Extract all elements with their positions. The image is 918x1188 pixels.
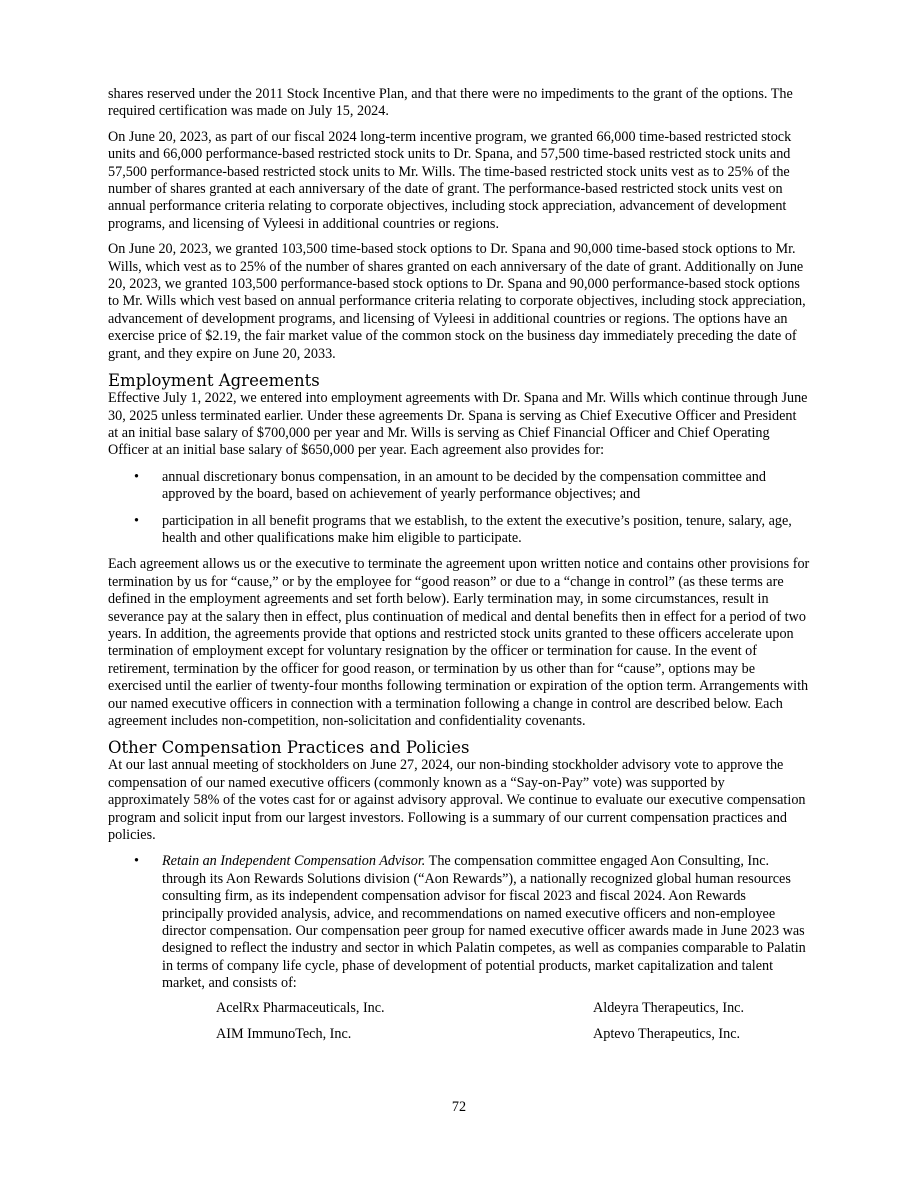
document-page (108, 86, 810, 1049)
bullet-icon: • (134, 468, 139, 485)
peer-group-row (216, 997, 810, 1023)
list-item-text: annual discretionary bonus compensation, in an amount to be decided by the compensation committee and approved by the board, based on achievement of yearly performance objectives; and (162, 468, 766, 503)
compensation-practices-list (108, 853, 810, 992)
peer-company: AcelRx Pharmaceuticals, Inc. (216, 999, 385, 1016)
peer-company: Aptevo Therapeutics, Inc. (593, 1025, 741, 1042)
heading-employment-agreements: Employment Agreements (108, 371, 320, 391)
bullet-icon: • (134, 512, 139, 529)
list-item (108, 469, 810, 504)
paragraph-say-on-pay: At our last annual meeting of stockholders on June 27, 2024, our non-binding stockholder advisory vote to approve the compensation of our named executive officers (commonly known as a “Say-on-Pay” vote) was supported by approximately 58% of the votes cast for or against advisory approval. We continue to evaluate our executive compensation program and solicit input from our largest investors. Following is a summary of our current compensation practices and policies. (108, 757, 806, 844)
page-number: 72 (451, 1099, 467, 1115)
list-item (108, 513, 810, 548)
heading-other-compensation: Other Compensation Practices and Policies (108, 738, 470, 758)
paragraph-employment-intro: Effective July 1, 2022, we entered into employment agreements with Dr. Spana and Mr. Wills which continue through June 30, 2025 unless terminated earlier. Under these agreements Dr. Spana is serving as Chief Executive Officer and President at an initial base salary of $700,000 per year and Mr. Wills is serving as Chief Financial Officer and Chief Operating Officer at an initial base salary of $650,000 per year. Each agreement also provides for: (108, 390, 808, 459)
peer-company: AIM ImmunoTech, Inc. (216, 1025, 352, 1042)
paragraph-termination: Each agreement allows us or the executive to terminate the agreement upon written notice and contains other provisions for termination by us for “cause,” or by the employee for “good reason” or due to a “change in control” (as these terms are defined in the employment agreements and set forth below). Early termination may, in some circumstances, result in severance pay at the salary then in effect, plus continuation of medical and dental benefits then in effect for a period of two years. In addition, the agreements provide that options and restricted stock units granted to these officers accelerate upon termination of employment except for voluntary resignation by the officer or termination for cause. In the event of retirement, termination by the officer for good reason, or termination by us other than for “cause”, options may be exercised until the earlier of twenty-four months following termination or expiration of the option term. Arrangements with our named executive officers in connection with a termination following a change in control are described below. Each agreement includes non-competition, non-solicitation and confidentiality covenants. (108, 556, 810, 729)
paragraph-option-grants: On June 20, 2023, we granted 103,500 time-based stock options to Dr. Spana and 90,000 time-based stock options to Mr. Wills, which vest as to 25% of the number of shares granted on each anniversary of the date of grant. Additionally on June 20, 2023, we granted 103,500 performance-based stock options to Dr. Spana and 90,000 performance-based stock options to Mr. Wills which vest based on annual performance criteria relating to corporate objectives, including stock appreciation, advancement of development programs, and licensing of Vyleesi in additional countries or regions. The options have an exercise price of $2.19, the fair market value of the common stock on the business day immediately preceding the date of grant, and they expire on June 20, 2033. (108, 241, 806, 362)
bullet-icon: • (134, 853, 139, 870)
practice-description: The compensation committee engaged Aon Consulting, Inc. through its Aon Rewards Solutions division (“Aon Rewards”), a nationally recognized global human resources consulting firm, as its independent compensation advisor for fiscal 2023 and fiscal 2024. Aon Rewards principally provided analysis, advice, and recommendations on named executive officers and non-employee director compensation. Our compensation peer group for named executive officer awards made in June 2023 was designed to reflect the industry and sector in which Palatin competes, as well as companies comparable to Palatin in terms of company life cycle, phase of development of potential products, market capitalization and talent market, and consists of: (162, 853, 806, 992)
paragraph-rsu-grants: On June 20, 2023, as part of our fiscal 2024 long-term incentive program, we granted 66,000 time-based restricted stock units and 66,000 performance-based restricted stock units to Dr. Spana, and 57,500 time-based restricted stock units and 57,500 performance-based restricted stock units to Mr. Wills. The time-based restricted stock units vest as to 25% of the number of shares granted at each anniversary of the date of grant. The performance-based restricted stock units vest on annual performance criteria relating to corporate objectives, including stock appreciation, advancement of development programs, and licensing of Vyleesi in additional countries or regions. (108, 128, 792, 232)
employment-provisions-list (108, 469, 810, 548)
list-item-text (162, 853, 806, 991)
list-item-text: participation in all benefit programs that we establish, to the extent the executive’s position, tenure, salary, age, health and other qualifications make him eligible to participate. (162, 512, 792, 546)
paragraph-certification: shares reserved under the 2011 Stock Incentive Plan, and that there were no impediments to the grant of the options. The required certification was made on July 15, 2024. (108, 86, 793, 120)
peer-group-row (216, 1023, 810, 1049)
list-item (108, 853, 810, 992)
practice-title: Retain an Independent Compensation Advisor. (162, 853, 426, 870)
peer-company: Aldeyra Therapeutics, Inc. (593, 999, 745, 1016)
